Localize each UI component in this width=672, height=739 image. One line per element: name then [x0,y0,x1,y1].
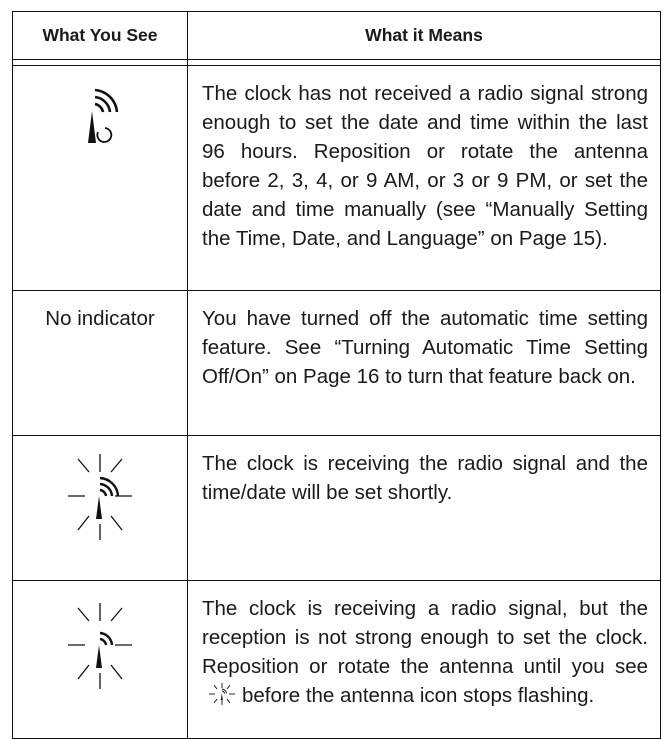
meaning-cell: The clock has not received a radio signal strong enough to set the date and time within the last 96 hours. Reposition or rotate the antenna before 2, 3, 4, or 9 AM, or 3 or 9 PM, or set the date and time manually (see “Manually Setting the Time, Date, and Language” on Page 15). [188,66,661,291]
indicator-cell [13,436,188,581]
indicator-cell [13,581,188,739]
header-what-it-means: What it Means [188,12,661,60]
table-row [13,291,661,436]
indicator-table [12,11,661,739]
header-row [13,12,661,60]
meaning-cell: The clock is receiving the radio signal and the time/date will be set shortly. [188,436,661,581]
antenna-strong-flashing-icon [58,450,142,546]
table-row [13,66,661,291]
header-what-you-see: What You See [13,12,188,60]
meaning-text-before: The clock is receiving a radio signal, but the reception is not strong enough to set the clock. Reposition or rotate the antenna until you see [202,597,648,678]
meaning-text-after: before the antenna icon stops flashing. [242,684,595,707]
indicator-cell: No indicator [13,291,188,436]
table-row [13,436,661,581]
meaning-cell: You have turned off the automatic time setting feature. See “Turning Automatic Time Setting Off/On” on Page 16 to turn that feature back on. [188,291,661,436]
indicator-cell [13,66,188,291]
antenna-flashing-small-icon [206,682,238,706]
antenna-no-signal-icon [70,80,130,150]
antenna-weak-flashing-icon [58,599,142,695]
table-row [13,581,661,739]
meaning-cell [188,581,661,739]
